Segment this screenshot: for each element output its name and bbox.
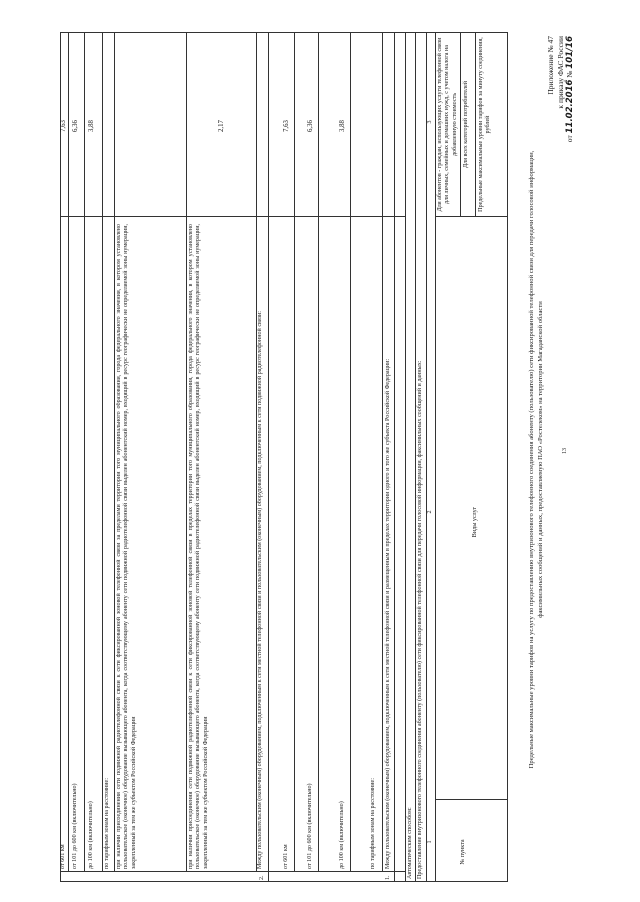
item-2-number: 2. xyxy=(259,875,265,880)
item-2-row-1-label: до 100 км (включительно) xyxy=(88,801,94,869)
col-header-number: № пункта xyxy=(460,839,466,865)
col-header-max-level: Предельные максимальные уровни тарифов за минуту соединения, рублей xyxy=(478,37,492,212)
section-title: Предоставление внутризонового телефонного соединения абоненту (пользователю) сети фиксированной телефонной связи для передачи голосовой информации, факсимильных сообщений и данных: xyxy=(417,360,423,879)
item-2-row-2-value: 6,36 xyxy=(72,120,79,132)
title-line-2: факсимильных сообщений и данных, предоставляемую ПАО «Ростелеком» на территории Магаданской области xyxy=(536,301,544,618)
item-2-description: Между пользовательским (оконечным) оборудованием, подключенным к сети местной телефонной связи и пользовательским (оконечным) оборудованием, подключенным к сети подвижной радиотелефонной связи: xyxy=(257,311,263,869)
col-number-2: 2 xyxy=(427,510,433,514)
item-2-row-1-value: 3,88 xyxy=(88,120,95,132)
order-reference: к приказу ФАС России xyxy=(555,36,565,109)
document-title xyxy=(528,37,545,882)
appendix-header xyxy=(546,36,576,256)
date-prefix: от xyxy=(565,135,574,143)
item-1-row-3-label: от 601 км xyxy=(283,844,289,869)
item-1-number: 1. xyxy=(385,875,391,880)
item-2-row-2-label: от 101 до 600 км (включительно) xyxy=(72,783,78,869)
item-1-description: Между пользовательским (оконечным) оборудованием, подключенным к сети местной телефонной связи и размещенным в пределах территории одного и того же субъекта Российской Федерации: xyxy=(385,358,391,869)
auto-method-label: Автоматическим способом: xyxy=(407,807,413,879)
item-1-row-1-label: до 100 км (включительно) xyxy=(339,801,345,869)
page-number: 13 xyxy=(562,448,568,454)
item-2-tariff-zone-label: по тарифным зонам на расстояние: xyxy=(104,778,110,869)
appendix-label: Приложение № 47 xyxy=(546,36,555,95)
item-2-sub-a: при наличии присоединения сети подвижной радиотелефонной связи к сети фиксированной зоновой телефонной связи в пределах территории того муниципального образования, города федерального значения, в котором установлено пользовательское (оконечное) оборудование вызывающего абонента, когда соответствующему абоненту сети подвижной радиотелефонной связи выделен абонентский номер, входящий в ресурс географически не определяемой зоны нумерации, закрепленный за тем же субъектом Российской Федерации xyxy=(188,224,209,869)
item-1-tariff-zone-label: по тарифным зонам на расстояние: xyxy=(370,778,376,869)
number-prefix: № xyxy=(565,70,574,78)
item-2-sub-a-value: 2,17 xyxy=(218,120,225,132)
col-header-citizens: Для абонентов - граждан, использующих услуги телефонной связи для личных, семейных и домашних нужд, с учетом налога на добавленную стоимость xyxy=(437,37,458,212)
handwritten-number: 101/16 xyxy=(565,36,575,69)
col-header-all-categories: Для всех категорий потребителей xyxy=(463,80,469,169)
order-date-line xyxy=(565,36,576,256)
col-number-3: 3 xyxy=(427,120,433,124)
tariff-table xyxy=(60,32,508,882)
item-2-sub-b: при наличии присоединения сети подвижной радиотелефонной связи к сети фиксированной зоновой телефонной связи за пределами территории того муниципального образования, города федерального значения, в котором установлено пользовательское (оконечное) оборудование вызывающего абонента, когда соответствующему абоненту сети подвижной радиотелефонной связи выделен абонентский номер, входящий в ресурс географически не определяемой зоны нумерации, закрепленный за тем же субъектом Российской Федерации xyxy=(116,224,137,869)
title-line-1: Предельные максимальные уровни тарифов на услугу по предоставлению внутризонового телефонного соединения абоненту (пользователю) сети фиксированной телефонной связи для передачи голосовой информации, xyxy=(528,150,535,769)
item-1-row-2-label: от 101 до 600 км (включительно) xyxy=(307,783,313,869)
col-header-services: Виды услуг xyxy=(472,506,478,538)
item-2-row-3-value: 7,63 xyxy=(60,120,67,132)
item-2-row-3-label: от 601 км xyxy=(60,844,66,869)
item-1-row-1-value: 3,88 xyxy=(339,120,346,132)
handwritten-date: 11.02.2016 xyxy=(565,79,575,134)
col-number-1: 1 xyxy=(427,840,433,844)
item-1-row-2-value: 6,36 xyxy=(307,120,314,132)
item-1-row-3-value: 7,63 xyxy=(283,120,290,132)
